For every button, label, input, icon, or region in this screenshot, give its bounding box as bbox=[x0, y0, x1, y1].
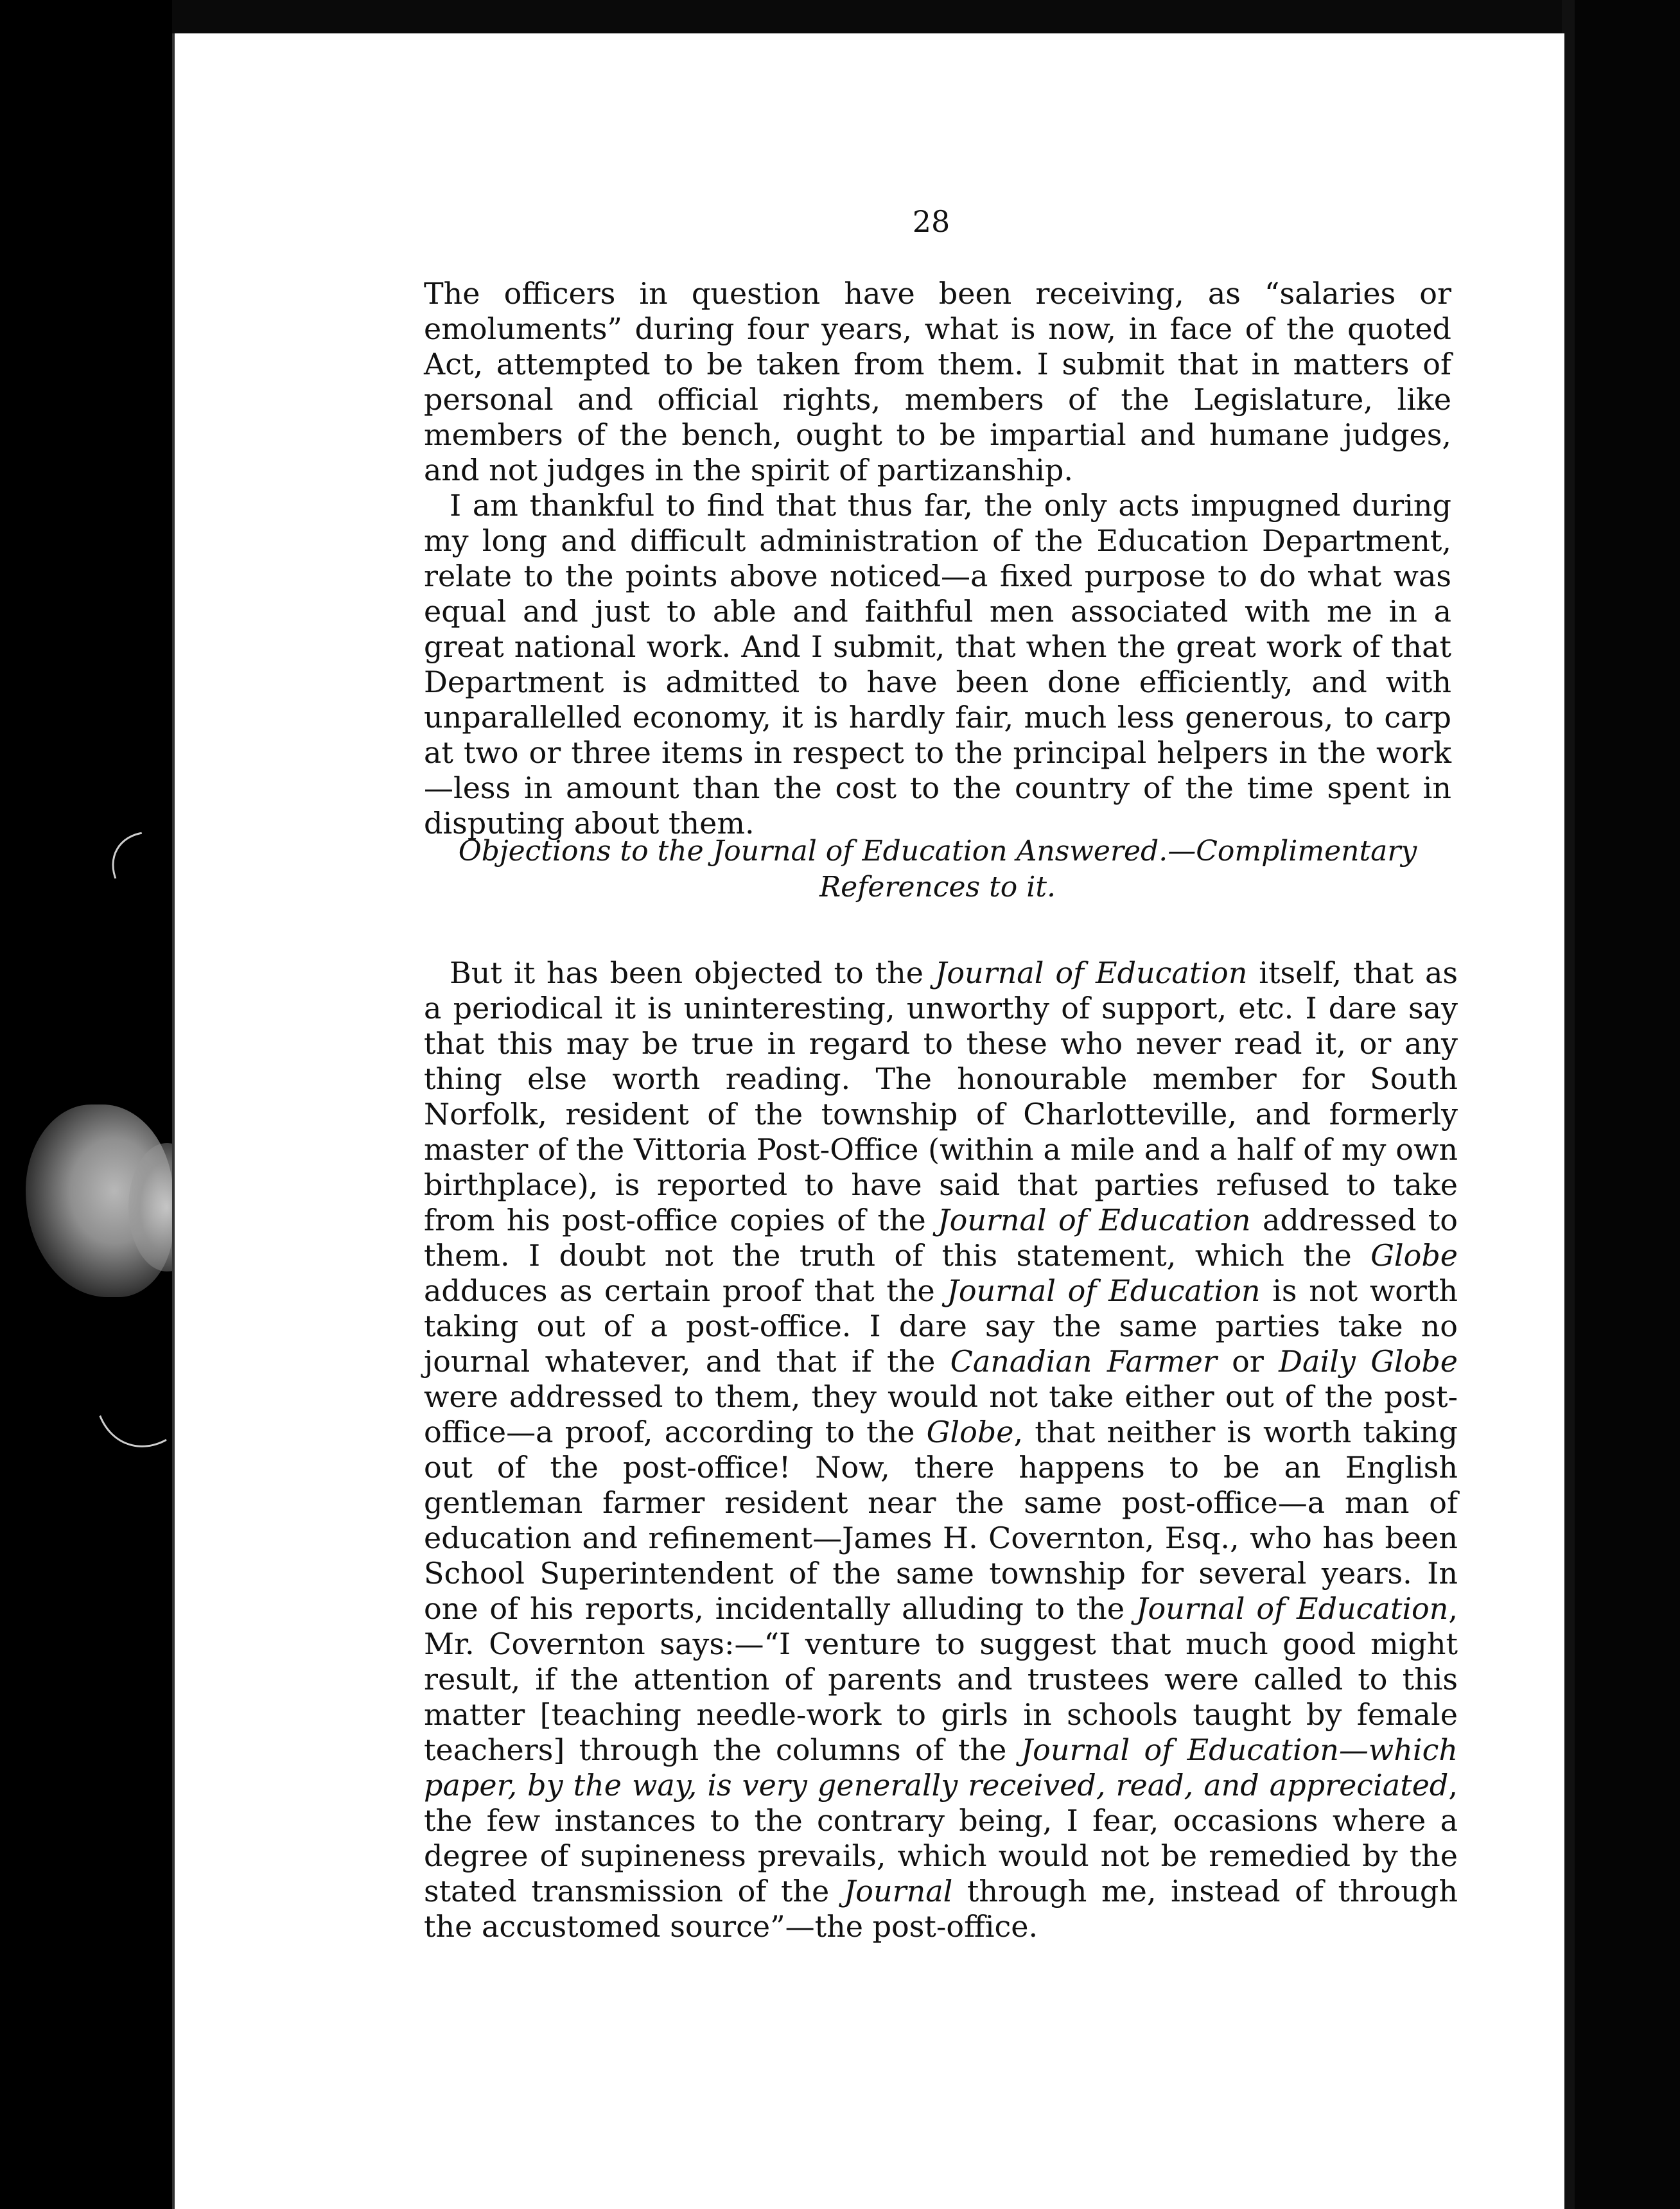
paragraph-1-text: The officers in question have been receiving, as “salaries or emoluments” during four years, what is now, in face of the quoted Act, attempted to be taken from them. I submit that in matters of personal and official rights, members of the Legislature, like members of the bench, ought to be impartial and humane judges, and not judges in the spirit of partizanship. bbox=[424, 276, 1451, 487]
scan-margin-top bbox=[172, 0, 1562, 33]
scan-margin-left bbox=[0, 0, 172, 2209]
italic-title-run: Journal of Education bbox=[1136, 1591, 1449, 1626]
text-run: addressed to them. I doubt not the truth of this statement, which the bbox=[424, 1203, 1458, 1273]
text-run: , the few instances to the contrary being, I fear, occasions where a degree of supineness prevails, which would not be remedied by the stated transmission of the bbox=[424, 1768, 1458, 1908]
text-run: were addressed to them, they would not take either out of the post-office—a proof, according to the bbox=[424, 1379, 1458, 1449]
text-run: or bbox=[1216, 1344, 1279, 1379]
paragraph-2-text: I am thankful to find that thus far, the only acts impugned during my long and difficult administration of the Education Department, relate to the points above noticed—a fixed purpose to do what was equal and just to able and faithful men associated with me in a great national work. And I submit, that when the great work of that Department is admitted to have been done efficiently, and with unparallelled economy, it is hardly fair, much less generous, to carp at two or three items in respect to the principal helpers in the work—less in amount than the cost to the country of the time spent in disputing about them. bbox=[424, 488, 1451, 841]
text-run: , that neither is worth taking out of the post-office! Now, there happens to be an English gentleman farmer resident near the same post-office—a man of education and refinement—James H. Covernton, Esq., who has been School Superintendent of the same township for several years. In one of his reports, incidentally alluding to the bbox=[424, 1415, 1458, 1626]
paragraph-2 bbox=[424, 488, 1451, 841]
paragraph-3 bbox=[424, 956, 1458, 1944]
body-text-bottom bbox=[424, 956, 1458, 1944]
scan-margin-right bbox=[1575, 0, 1680, 2209]
text-run: , Mr. Covernton says:—“I venture to suggest that much good might result, if the attention of parents and trustees were called to this matter [teaching needle-work to girls in schools taught by female teachers] through the columns of the bbox=[424, 1591, 1458, 1767]
italic-title-run: Globe bbox=[926, 1415, 1014, 1449]
italic-title-run: Journal bbox=[843, 1874, 953, 1908]
text-run: is not worth taking out of a post-office. I dare say the same parties take no journal whatever, and that if the bbox=[424, 1273, 1458, 1379]
italic-title-run: Journal of Education bbox=[934, 956, 1248, 990]
text-run: adduces as certain proof that the bbox=[424, 1273, 947, 1308]
italic-title-run: Canadian Farmer bbox=[950, 1344, 1217, 1379]
italic-title-run: Globe bbox=[1370, 1238, 1458, 1273]
body-text-top bbox=[424, 276, 1451, 841]
text-run: itself, that as a periodical it is uninteresting, unworthy of support, etc. I dare say that this may be true in regard to these who never read it, or any thing else worth reading. The honourable member for South Norfolk, resident of the township of Charlotteville, and formerly master of the Vittoria Post-Office (within a mile and a half of my own birthplace), is reported to have said that parties refused to take from his post-office copies of the bbox=[424, 956, 1458, 1237]
section-heading bbox=[443, 834, 1432, 905]
page-number: 28 bbox=[912, 204, 950, 239]
text-run: through me, instead of through the accustomed source”—the post-office. bbox=[424, 1874, 1458, 1944]
italic-title-run: Journal of Education bbox=[947, 1273, 1261, 1308]
italic-title-run: Journal of Education—which paper, by the way, is very generally received, read, and appreciated bbox=[424, 1733, 1458, 1803]
section-heading-line-2: References to it. bbox=[819, 871, 1056, 904]
text-run: But it has been objected to the bbox=[450, 956, 935, 990]
italic-title-run: Journal of Education bbox=[938, 1203, 1251, 1237]
italic-title-run: Daily Globe bbox=[1279, 1344, 1458, 1379]
section-heading-line-1: Objections to the Journal of Education Answered.—Complimentary bbox=[458, 835, 1417, 868]
paragraph-1 bbox=[424, 276, 1451, 488]
